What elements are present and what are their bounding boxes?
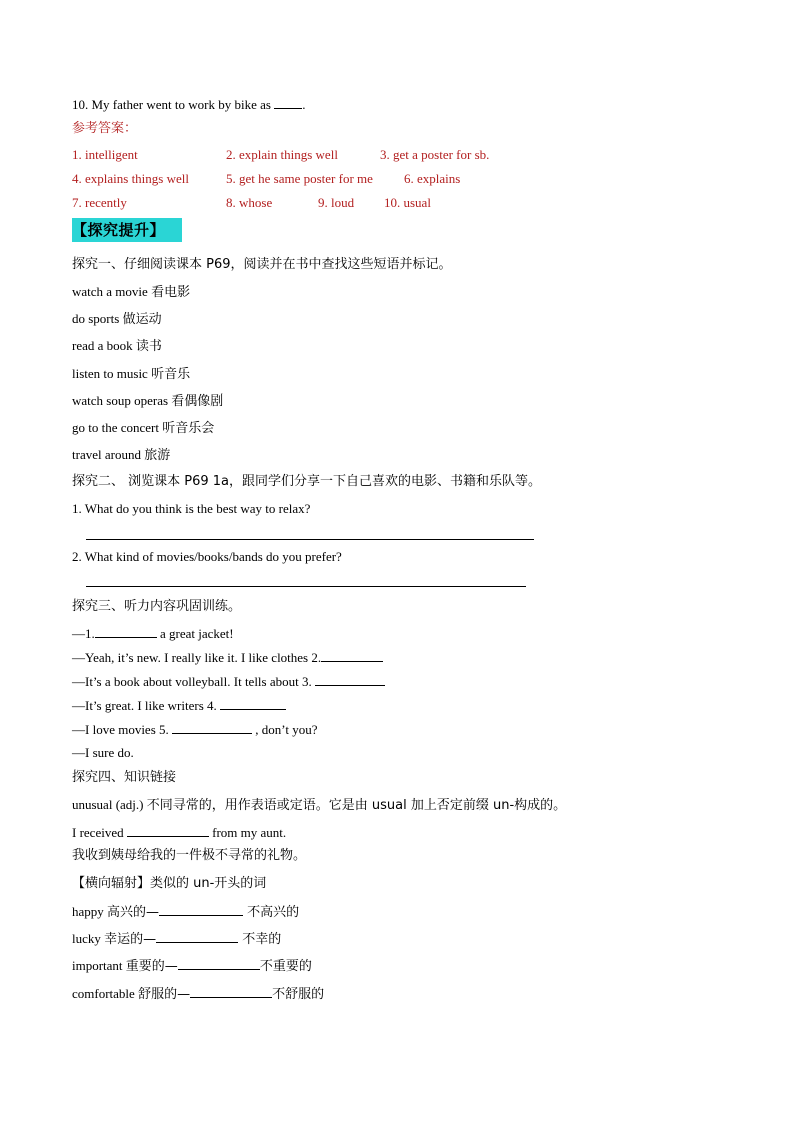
answer-item: 2. explain things well [226,147,338,162]
word-en: lucky [72,931,105,946]
dialogue-text: —It’s great. I like writers 4. [72,698,221,713]
phrase-item [72,366,190,383]
dialogue-text: —1. [72,626,95,641]
phrase-cn: 看偶像剧 [171,394,224,409]
dialogue-text: , don’t you? [252,722,318,737]
definition-line [72,797,566,814]
phrase-en: watch soup operas [72,393,172,408]
section-heading-badge: 【探究提升】 [72,218,182,242]
word-negative: 不重要的 [259,959,312,974]
answer-blank [315,673,385,686]
explore-3-heading: 探究三、听力内容巩固训练。 [72,599,242,614]
answer-blank [95,625,157,638]
answer-blank [159,903,243,916]
explore-2-heading: 探究二、 浏览课本 P69 1a，跟同学们分享一下自己喜欢的电影、书籍和乐队等。 [72,474,542,489]
word-cn: 幸运的— [104,932,157,947]
phrase-item [72,338,162,355]
phrase-en: watch a movie [72,284,152,299]
question-10-text: 10. My father went to work by bike as [72,97,275,112]
phrase-en: go to the concert [72,420,163,435]
word-cn: 舒服的— [138,987,191,1002]
phrase-item [72,311,162,328]
example-translation: 我收到姨母给我的一件极不寻常的礼物。 [72,848,307,863]
dialogue-text: a great jacket! [156,626,234,641]
answer-blank [190,985,272,998]
phrase-cn: 听音乐 [151,367,191,382]
word-item [72,930,281,948]
phrase-cn: 听音乐会 [162,421,215,436]
word-item [72,903,299,921]
word-cn: 重要的— [125,959,178,974]
dialogue-line [72,721,318,738]
example-sentence [72,824,286,841]
explore-4-heading: 探究四、知识链接 [72,770,177,785]
answer-item: 6. explains [404,171,461,186]
word-en: important [72,958,126,973]
answer-item: 3. get a poster for sb. [380,147,490,162]
answer-item: 4. explains things well [72,171,189,186]
explore-1-heading: 探究一、仔细阅读课本 P69，阅读并在书中查找这些短语并标记。 [72,257,452,272]
word-cn: 高兴的— [107,905,160,920]
word-en: happy [72,904,108,919]
dialogue-text: —I love movies 5. [72,722,173,737]
definition-word: unusual (adj.) [72,797,147,812]
phrase-cn: 读书 [135,339,162,354]
question-2: 2. What kind of movies/books/bands do you prefer? [72,549,342,564]
dialogue-line [72,697,286,714]
dialogue-text: —It’s a book about volleyball. It tells about 3. [72,674,315,689]
word-negative: 不舒服的 [272,987,325,1002]
question-10 [72,96,305,113]
phrase-item [72,420,214,437]
answer-blank [321,649,383,662]
phrase-en: read a book [72,338,136,353]
answer-blank [156,930,238,943]
answer-item: 1. intelligent [72,147,138,162]
question-1: 1. What do you think is the best way to relax? [72,501,311,516]
word-negative: 不高兴的 [243,905,300,920]
radiate-heading: 【横向辐射】类似的 un-开头的词 [72,876,267,891]
answer-line [86,586,526,587]
answer-blank [178,957,260,970]
phrase-en: travel around [72,447,145,462]
answer-item: 7. recently [72,195,127,210]
answer-line [86,539,534,540]
word-en: comfortable [72,986,139,1001]
phrase-cn: 旅游 [144,448,171,463]
answer-blank [274,96,302,109]
dialogue-line [72,649,383,666]
phrase-cn: 看电影 [151,285,191,300]
dialogue-text: —Yeah, it’s new. I really like it. I like clothes 2. [72,650,322,665]
answer-blank [172,721,252,734]
answer-blank [127,824,209,837]
dialogue-line: —I sure do. [72,745,134,760]
definition-text: 不同寻常的，用作表语或定语。它是由 usual 加上否定前缀 un-构成的。 [146,798,567,813]
answer-blank [220,697,286,710]
phrase-item [72,447,170,464]
dialogue-line [72,625,234,642]
example-text: from my aunt. [208,825,287,840]
answer-item: 8. whose [226,195,273,210]
word-item [72,957,312,975]
answer-item: 10. usual [384,195,431,210]
dialogue-line [72,673,385,690]
answer-key-heading: 参考答案： [72,121,138,136]
example-text: I received [72,825,127,840]
phrase-cn: 做运动 [122,312,162,327]
word-negative: 不幸的 [238,932,282,947]
answer-item: 5. get he same poster for me [226,171,373,186]
phrase-en: listen to music [72,366,152,381]
question-10-end: . [302,97,306,112]
answer-item: 9. loud [318,195,355,210]
phrase-item [72,393,223,410]
phrase-en: do sports [72,311,123,326]
word-item [72,985,324,1003]
phrase-item [72,284,190,301]
